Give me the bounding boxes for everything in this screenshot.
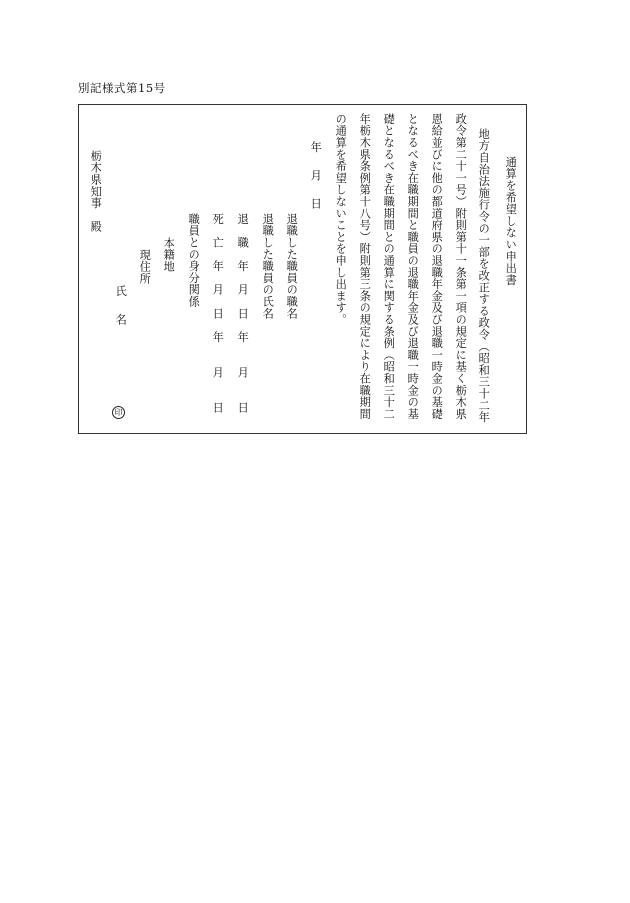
death-date-field: 死 亡 年 月 日 年 月 日: [211, 213, 225, 414]
body-line-2: 政令第二十一号）附則第十一条第一項の規定に基く栃木県: [454, 113, 468, 420]
retiree-name-field: 退職した職員の氏名: [261, 213, 275, 320]
relation-field: 職員との身分関係: [187, 213, 201, 308]
body-line-3: 恩給並びに他の都道府県の退職年金及び退職一時金の基礎: [430, 113, 444, 420]
body-line-4: となるべき在職期間と職員の退職年金及び退職一時金の基: [406, 113, 420, 420]
body-line-7: の通算を希望しないことを申し出ます。: [334, 113, 348, 326]
address-field: 現住所: [138, 249, 152, 285]
body-line-5: 礎となるべき在職期間との通算に関する条例（昭和三十二: [382, 113, 396, 420]
applicant-name-field: 氏 名: [114, 285, 128, 328]
retire-date-field: 退 職 年 月 日 年 月 日: [236, 213, 250, 414]
date-line: 年 月 日: [309, 141, 323, 212]
form-number-label: 別記様式第15号: [78, 81, 166, 95]
domicile-field: 本籍地: [162, 237, 176, 273]
body-line-1: 地方自治法施行令の一部を改正する政令（昭和三十二年: [477, 128, 491, 423]
document-title: 通算を希望しない申出書: [504, 156, 518, 286]
addressee: 栃木県知事 殿: [89, 150, 103, 233]
seal-mark-icon: 印: [112, 406, 125, 419]
retiree-position-field: 退職した職員の職名: [285, 213, 299, 320]
body-line-6: 年栃木県条例第十八号）附則第三条の規定により在職期間: [358, 113, 372, 420]
